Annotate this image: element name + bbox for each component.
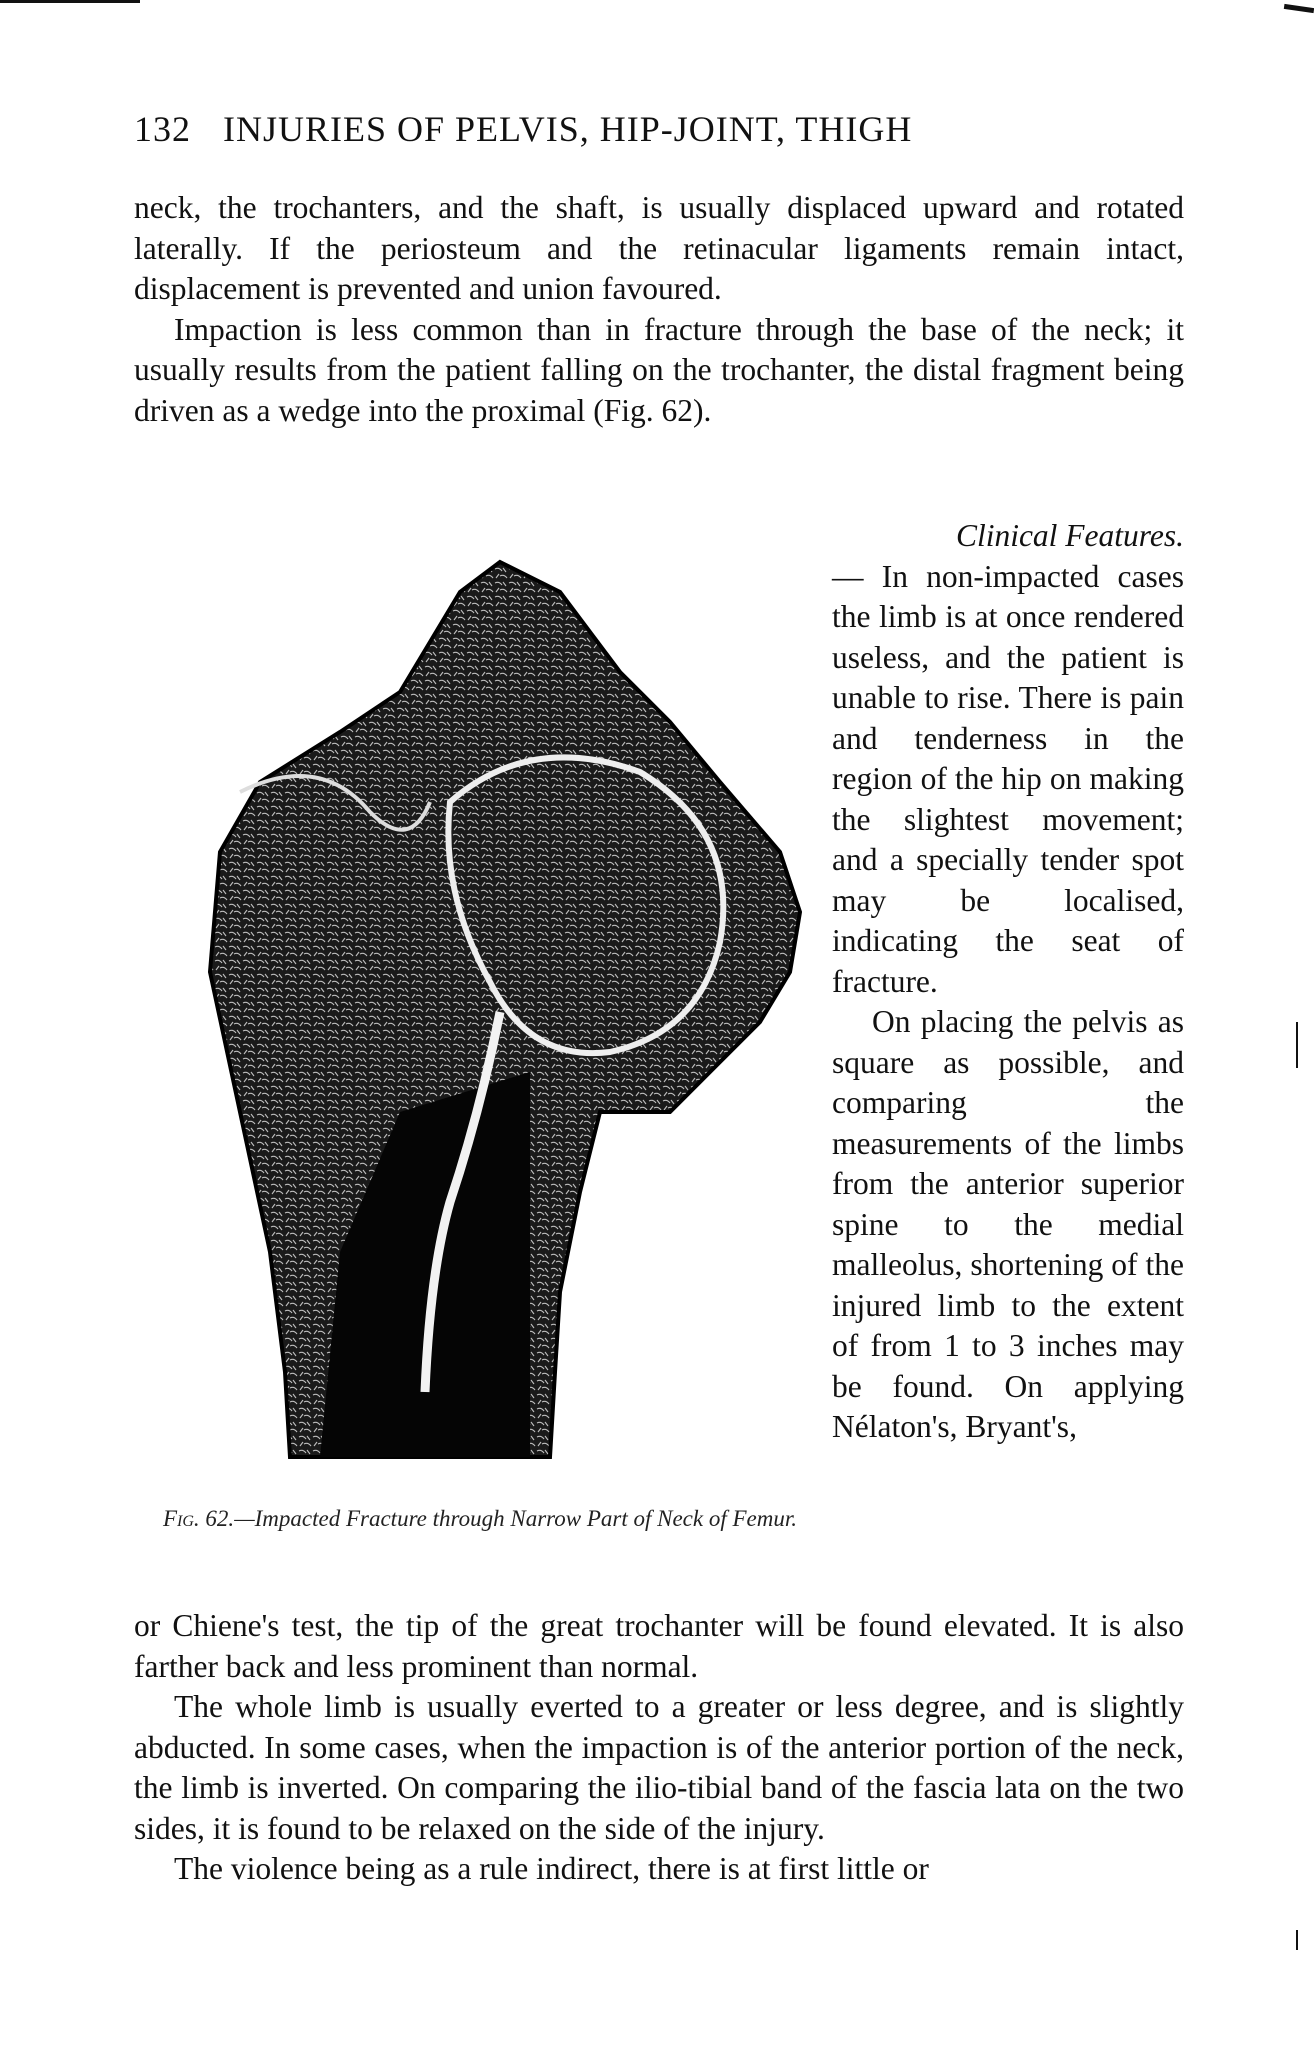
paragraph: The whole limb is usually everted to a greater or less degree, and is slightly abducted. In some cases, when the impaction is of the anterior portion of the neck, the limb is inverted. On comparing the ilio-tibial band of the fascia lata on the two sides, it is found to be relaxed on the side of the injury. — [134, 1689, 1184, 1846]
paragraph: or Chiene's test, the tip of the great trochanter will be found elevated. It is also farther back and less prominent than normal. — [134, 1608, 1184, 1684]
paragraph: On placing the pelvis as square as possible, and comparing the measurements of the limbs from the anterior superior spine to the medial malleolus, shortening of the injured limb to the extent of from 1 to 3 inches may be found. On applying Nélaton's, Bryant's, — [832, 1004, 1184, 1444]
page-number: 132 — [134, 109, 191, 149]
paragraph: The violence being as a rule indirect, there is at first little or — [174, 1851, 929, 1886]
scan-margin-mark — [1296, 1930, 1298, 1950]
section-heading: Clinical Features. — [955, 518, 1184, 553]
femur-fracture-illustration — [200, 552, 810, 1472]
paragraph: Impaction is less common than in fracture through the base of the neck; it usually results from the patient falling on the trochanter, the distal fragment being driven as a wedge into the proximal (Fig. 62). — [134, 311, 1184, 428]
figure-caption-text: —Impacted Fracture through Narrow Part of Neck of Femur. — [234, 1506, 797, 1531]
figure-caption — [160, 1504, 800, 1533]
side-column — [832, 516, 1184, 1448]
running-header — [134, 108, 1184, 150]
paragraph: neck, the trochanters, and the shaft, is usually displaced upward and rotated laterally. If the periosteum and the retinacular ligaments remain intact, displacement is prevented and union favoured. — [134, 190, 1184, 306]
running-title: INJURIES OF PELVIS, HIP-JOINT, THIGH — [223, 109, 913, 149]
scan-corner-mark — [1284, 4, 1314, 13]
figure-label: Fig. 62. — [163, 1506, 235, 1531]
paragraph: — In non-impacted cases the limb is at once rendered useless, and the patient is unable to rise. There is pain and tenderness in the region of the hip on making the slightest movement; and a specially tender spot may be localised, indicating the seat of fracture. — [832, 558, 1184, 999]
scan-edge-mark — [0, 0, 140, 3]
body-text-top — [134, 188, 1184, 431]
body-text-bottom — [134, 1606, 1184, 1890]
scan-margin-mark — [1296, 1022, 1298, 1068]
